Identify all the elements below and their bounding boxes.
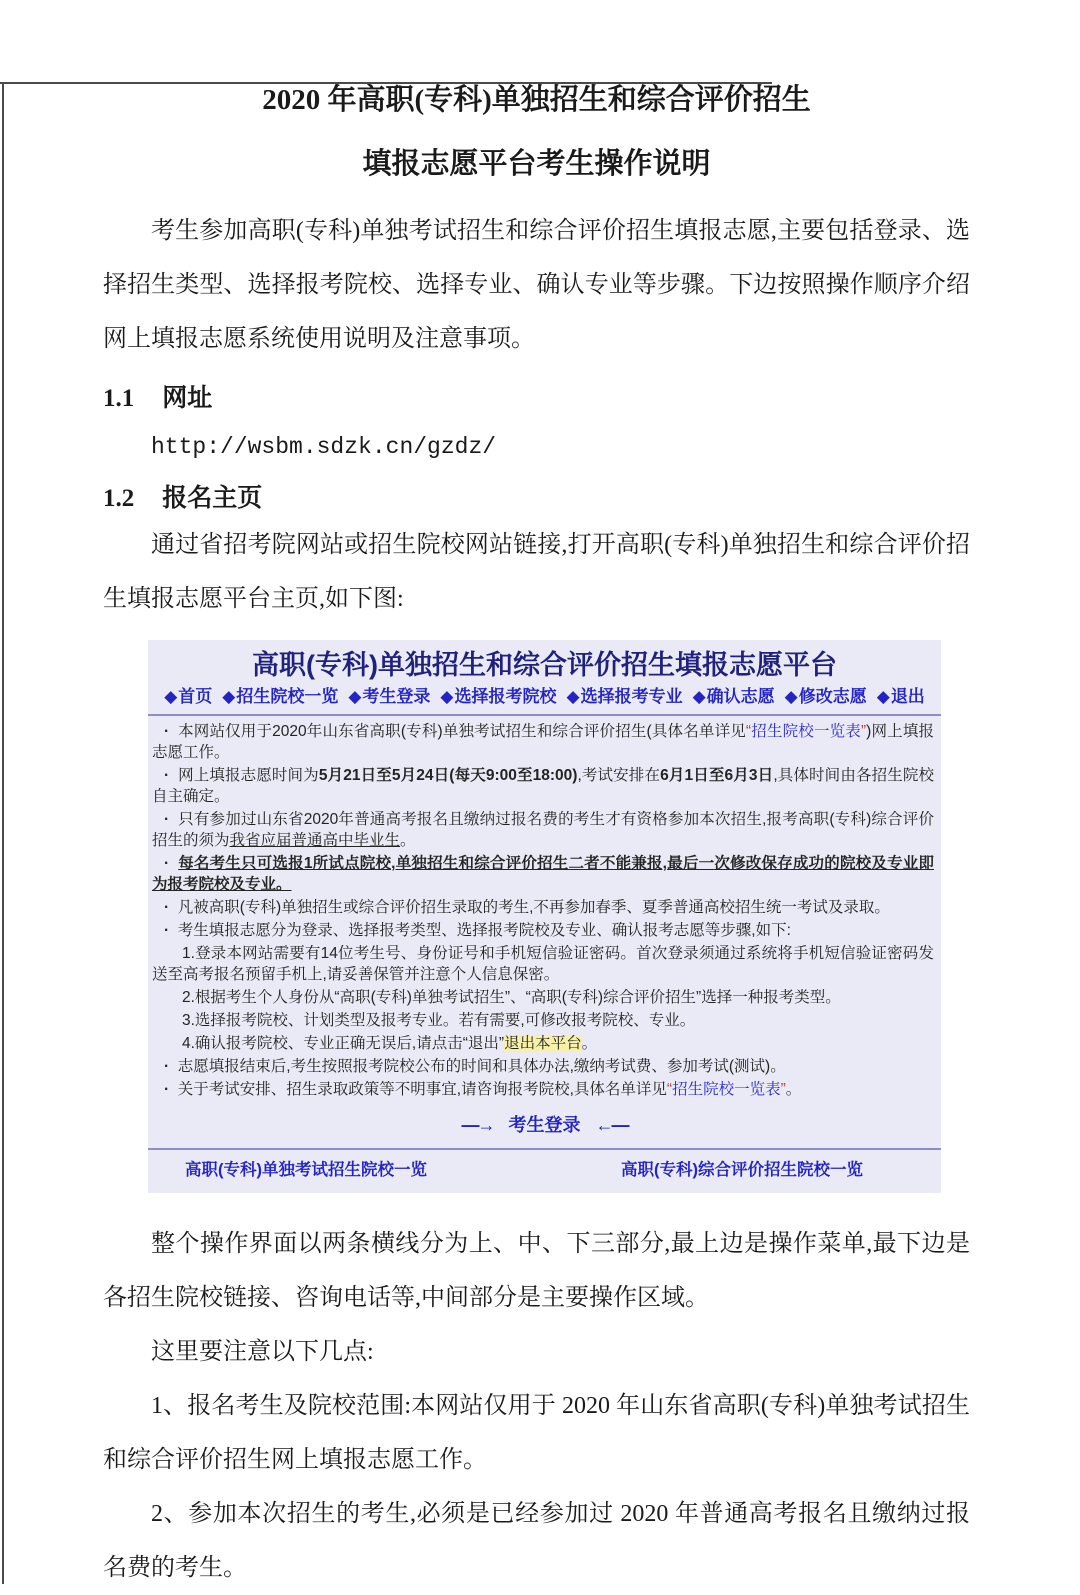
menu-item-label: 首页 bbox=[178, 687, 213, 706]
notice-text: )网上填报志愿工作。 bbox=[152, 723, 934, 761]
diamond-icon: ◆ bbox=[348, 687, 362, 706]
notice-item bbox=[152, 765, 934, 807]
menu-item[interactable] bbox=[877, 687, 925, 706]
notice-text: 退出本平台 bbox=[504, 1035, 582, 1052]
menu-item[interactable] bbox=[348, 687, 430, 706]
menu-item-label: 确认志愿 bbox=[706, 687, 775, 706]
notice-item bbox=[152, 1079, 934, 1100]
login-row bbox=[148, 1113, 941, 1137]
section-number: 1.2 bbox=[103, 485, 135, 512]
doc-title-line2: 填报志愿平台考生操作说明 bbox=[362, 148, 711, 180]
document-page bbox=[0, 82, 1080, 1595]
section-1-2-paragraph: 通过省招考院网站或招生院校网站链接,打开高职(专科)单独招生和综合评价招生填报志愿平台主页,如下图: bbox=[103, 532, 970, 612]
footer-divider bbox=[148, 1148, 941, 1150]
footer-link[interactable]: 高职(专科)综合评价招生院校一览 bbox=[621, 1161, 863, 1179]
notice-item bbox=[152, 987, 934, 1008]
diamond-icon: ◆ bbox=[876, 687, 890, 706]
notice-item bbox=[152, 809, 934, 851]
notice-text: ,具体时间由各招生院校自主确定。 bbox=[152, 767, 935, 805]
platform-url: http://wsbm.sdzk.cn/gzdz/ bbox=[151, 434, 497, 460]
notice-text: ” bbox=[860, 723, 867, 740]
notice-text: 1.登录本网站需要有14位考生号、身份证号和手机短信验证密码。首次登录须通过系统将手机短信验证密码发送至高考报名预留手机上,请妥善保管并注意个人信息保密。 bbox=[152, 945, 934, 983]
intro-paragraph: 考生参加高职(专科)单独考试招生和综合评价招生填报志愿,主要包括登录、选择招生类型、选择报考院校、选择专业、确认专业等步骤。下边按照操作顺序介绍网上填报志愿系统使用说明及注意事项。 bbox=[103, 218, 970, 352]
notice-text: 志愿填报结束后,考生按照报考院校公布的时间和具体办法,缴纳考试费、参加考试(测试)。 bbox=[177, 1058, 786, 1075]
document-content bbox=[0, 82, 1080, 1595]
screenshot-footer bbox=[148, 1159, 941, 1181]
notice-text: 5月21日至5月24日(每天9:00至18:00) bbox=[318, 767, 578, 784]
notice-text: ,考试安排在 bbox=[577, 767, 661, 784]
body-paragraph: 1、报名考生及院校范围:本网站仅用于 2020 年山东省高职(专科)单独考试招生和综合评价招生网上填报志愿工作。 bbox=[103, 1393, 970, 1473]
notice-text: 本网站仅用于2020年山东省高职(专科)单独考试招生和综合评价招生(具体名单详见 bbox=[178, 723, 746, 740]
menu-item-label: 考生登录 bbox=[362, 687, 431, 706]
notice-text: 网上填报志愿时间为 bbox=[178, 767, 319, 784]
menu-divider bbox=[148, 714, 941, 716]
menu-item-label: 选择报考院校 bbox=[454, 687, 557, 706]
section-label: 报名主页 bbox=[162, 485, 263, 512]
diamond-icon: ◆ bbox=[692, 687, 706, 706]
menu-item-label: 退出 bbox=[890, 687, 925, 706]
notice-text: 凡被高职(专科)单独招生或综合评价招生录取的考生,不再参加春季、夏季普通高校招生统一考试及录取。 bbox=[177, 899, 890, 916]
notice-list bbox=[148, 721, 941, 1100]
notice-item bbox=[152, 853, 934, 895]
candidate-login-link[interactable]: 考生登录 bbox=[508, 1115, 581, 1135]
notice-text: ” bbox=[780, 1081, 786, 1098]
section-number: 1.1 bbox=[103, 385, 135, 412]
notice-text: 。 bbox=[400, 832, 416, 849]
menu-item[interactable] bbox=[567, 687, 683, 706]
diamond-icon: ◆ bbox=[566, 687, 580, 706]
notice-item bbox=[152, 897, 934, 918]
menu-item[interactable] bbox=[693, 687, 775, 706]
arrow-left-icon: ←— bbox=[595, 1115, 628, 1135]
notice-text: “ bbox=[666, 1081, 673, 1098]
notice-text: “ bbox=[745, 723, 752, 740]
menu-item-label: 修改志愿 bbox=[798, 687, 867, 706]
section-heading-1-2 bbox=[103, 480, 970, 518]
notice-text: 。 bbox=[785, 1081, 802, 1098]
section-heading-1-1 bbox=[103, 380, 970, 418]
body-paragraph: 2、参加本次招生的考生,必须是已经参加过 2020 年普通高考报名且缴纳过报名费的考生。 bbox=[103, 1501, 970, 1581]
inline-link[interactable]: 招生院校一览表 bbox=[672, 1081, 781, 1098]
notice-text: 关于考试安排、招生录取政策等不明事宜,请咨询报考院校,具体名单详见 bbox=[177, 1081, 667, 1098]
page-border-top bbox=[0, 82, 772, 84]
notice-text: 6月1日至6月3日 bbox=[660, 767, 774, 784]
diamond-icon: ◆ bbox=[440, 687, 454, 706]
diamond-icon: ◆ bbox=[784, 687, 798, 706]
section-label: 网址 bbox=[162, 385, 213, 412]
notice-item bbox=[152, 920, 934, 941]
notice-text: 4.确认报考院校、专业正确无误后,请点击“退出” bbox=[182, 1035, 505, 1052]
embedded-screenshot bbox=[148, 640, 941, 1193]
notice-item bbox=[152, 1056, 934, 1077]
menu-item[interactable] bbox=[440, 687, 556, 706]
body-paragraph: 整个操作界面以两条横线分为上、中、下三部分,最上边是操作菜单,最下边是各招生院校链接、咨询电话等,中间部分是主要操作区域。 bbox=[103, 1231, 970, 1311]
notice-text: 3.选择报考院校、计划类型及报考专业。若有需要,可修改报考院校、专业。 bbox=[182, 1012, 696, 1029]
diamond-icon: ◆ bbox=[164, 687, 178, 706]
doc-title-line1: 2020 年高职(专科)单独招生和综合评价招生 bbox=[262, 84, 811, 116]
menu-item-label: 选择报考专业 bbox=[580, 687, 683, 706]
arrow-right-icon: —→ bbox=[461, 1115, 494, 1135]
screenshot-menu bbox=[148, 685, 941, 709]
notice-text: 2.根据考生个人身份从“高职(专科)单独考试招生”、“高职(专科)综合评价招生”选择一种报考类型。 bbox=[182, 989, 841, 1006]
notice-text: 我省应届普通高中毕业生 bbox=[229, 832, 401, 849]
body-paragraph: 这里要注意以下几点: bbox=[151, 1339, 374, 1365]
notice-text: 。 bbox=[581, 1035, 598, 1052]
inline-link[interactable]: 招生院校一览表 bbox=[751, 723, 861, 740]
menu-item[interactable] bbox=[164, 687, 212, 706]
notice-item bbox=[152, 721, 934, 763]
page-border-left bbox=[2, 82, 4, 1584]
notice-text: 每名考生只可选报1所试点院校,单独招生和综合评价招生二者不能兼报,最后一次修改保存成功的院校及专业即为报考院校及专业。 bbox=[152, 855, 934, 893]
footer-link[interactable]: 高职(专科)单独考试招生院校一览 bbox=[185, 1161, 427, 1179]
notice-item bbox=[152, 1033, 934, 1054]
diamond-icon: ◆ bbox=[222, 687, 236, 706]
notice-text: 只有参加过山东省2020年普通高考报名且缴纳过报名费的考生才有资格参加本次招生,报考高职(专科)综合评价招生的须为 bbox=[152, 811, 934, 849]
notice-item bbox=[152, 1010, 934, 1031]
screenshot-title: 高职(专科)单独招生和综合评价招生填报志愿平台 bbox=[252, 650, 837, 680]
notice-text: 考生填报志愿分为登录、选择报考类型、选择报考院校及专业、确认报考志愿等步骤,如下: bbox=[177, 922, 791, 939]
notice-item bbox=[152, 943, 934, 985]
menu-item[interactable] bbox=[785, 687, 867, 706]
menu-item-label: 招生院校一览 bbox=[236, 687, 339, 706]
menu-item[interactable] bbox=[222, 687, 338, 706]
